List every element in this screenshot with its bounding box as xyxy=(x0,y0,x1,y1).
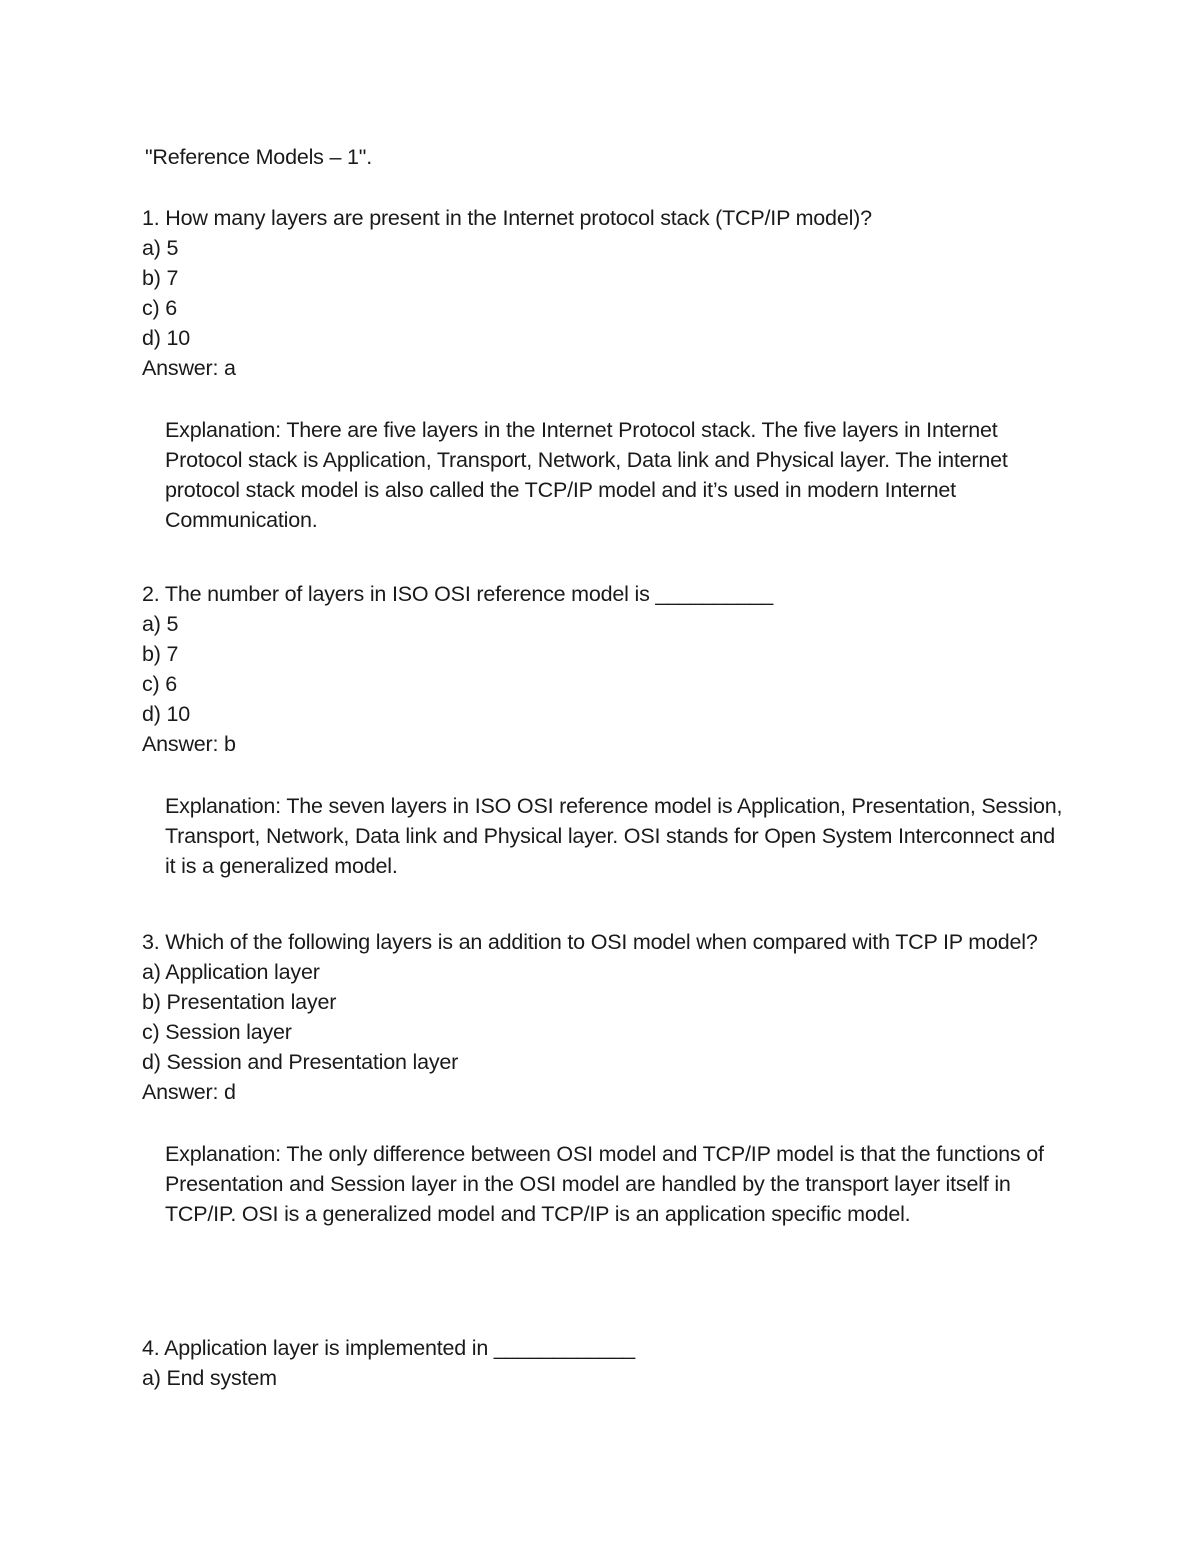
option-a: a) Application layer xyxy=(142,960,320,984)
option-a: a) 5 xyxy=(142,236,179,260)
option-a: a) End system xyxy=(142,1366,277,1390)
question-text: 2. The number of layers in ISO OSI reference model is __________ xyxy=(142,582,773,606)
explanation: Explanation: The only difference between OSI model and TCP/IP model is that the functions of Presentation and Session layer in the OSI model are handled by the transport layer itself in TCP/IP. OSI is a generalized model and TCP/IP is an application specific model. xyxy=(165,1142,1044,1226)
answer: Answer: b xyxy=(142,732,236,756)
option-d: d) 10 xyxy=(142,326,191,350)
option-a: a) 5 xyxy=(142,612,179,636)
option-b: b) 7 xyxy=(142,266,179,290)
option-d: d) Session and Presentation layer xyxy=(142,1050,459,1074)
option-d: d) 10 xyxy=(142,702,191,726)
explanation: Explanation: The seven layers in ISO OSI reference model is Application, Presentation, Session, Transport, Network, Data link and Physical layer. OSI stands for Open System Interconnect and it is a generalized model. xyxy=(165,794,1063,878)
answer: Answer: a xyxy=(142,356,236,380)
question-4 xyxy=(142,1333,1042,1393)
question-1 xyxy=(142,203,1042,535)
option-c: c) 6 xyxy=(142,296,178,320)
question-text: 3. Which of the following layers is an addition to OSI model when compared with TCP IP model? xyxy=(142,930,1038,954)
option-b: b) Presentation layer xyxy=(142,990,337,1014)
question-text: 1. How many layers are present in the Internet protocol stack (TCP/IP model)? xyxy=(142,206,872,230)
explanation: Explanation: There are five layers in the Internet Protocol stack. The five layers in Internet Protocol stack is Application, Transport, Network, Data link and Physical layer. The internet protocol stack model is also called the TCP/IP model and it’s used in modern Internet Communication. xyxy=(165,418,1008,532)
question-text: 4. Application layer is implemented in ____________ xyxy=(142,1336,636,1360)
option-c: c) 6 xyxy=(142,672,178,696)
document-title: "Reference Models – 1". xyxy=(145,145,372,169)
answer: Answer: d xyxy=(142,1080,236,1104)
option-c: c) Session layer xyxy=(142,1020,292,1044)
option-b: b) 7 xyxy=(142,642,179,666)
question-3 xyxy=(142,927,1042,1229)
question-2 xyxy=(142,579,1063,881)
